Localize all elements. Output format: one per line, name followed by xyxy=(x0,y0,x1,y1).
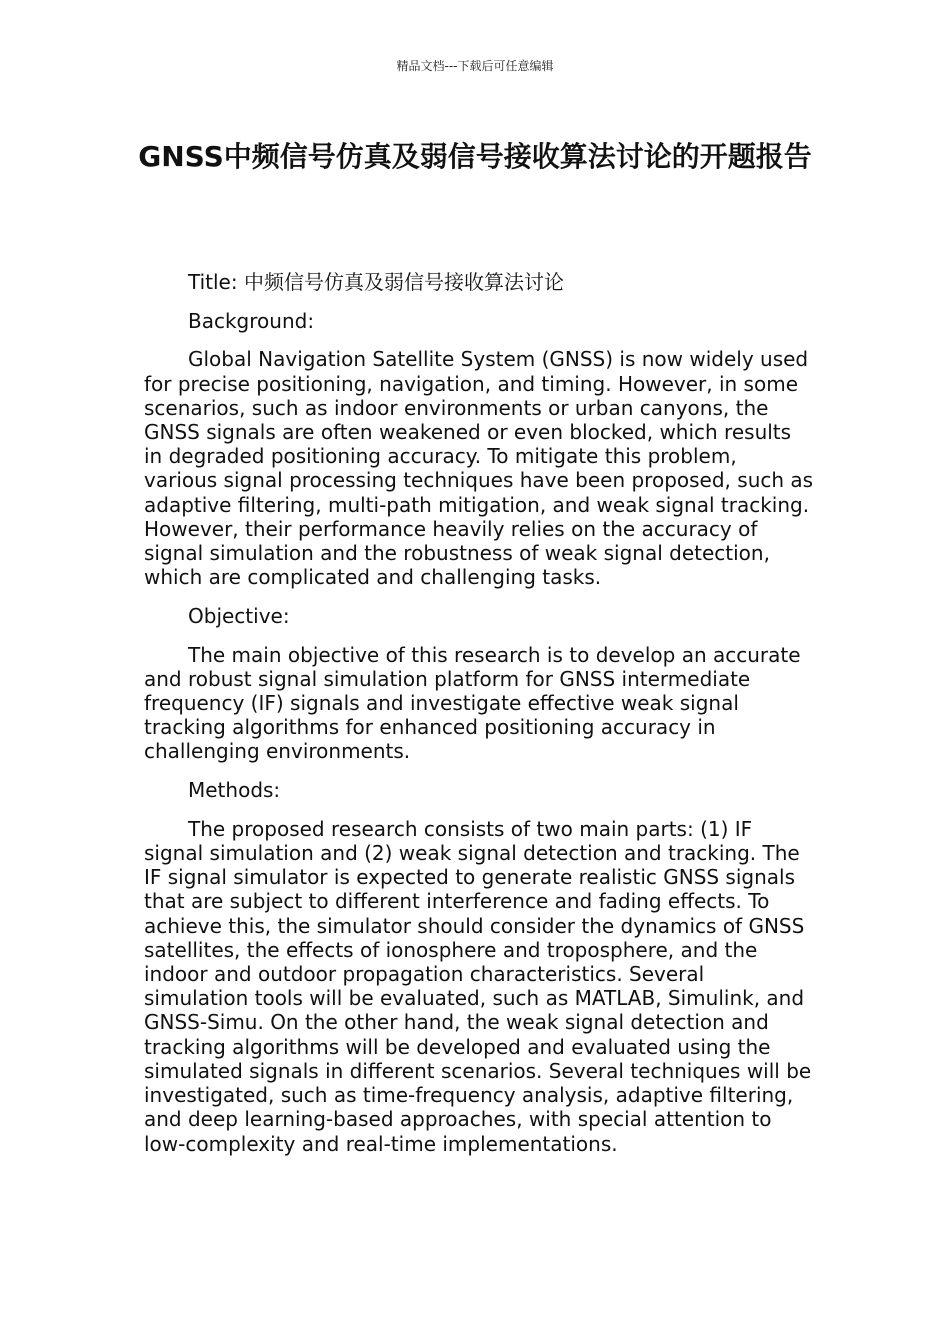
section-label-methods: Methods: xyxy=(188,778,281,803)
section-text-objective: The main objective of this research is to develop an accurate and robust signal simulation platform for GNSS intermediate frequency (IF) signals and investigate effective weak signal tracking algorithms for enhanced positioning accuracy in challenging environments. xyxy=(144,642,801,764)
title-line: Title: 中频信号仿真及弱信号接收算法讨论 xyxy=(188,270,564,294)
header-note: 精品文档---下载后可任意编辑 xyxy=(396,59,554,73)
document-title: GNSS中频信号仿真及弱信号接收算法讨论的开题报告 xyxy=(138,140,812,173)
section-label-background: Background: xyxy=(188,308,315,333)
document-body xyxy=(144,270,814,1170)
section-text-background: Global Navigation Satellite System (GNSS) is now widely used for precise positioning, navigation, and timing. However, in some scenarios, such as indoor environments or urban canyons, the GNSS signals are often weakened or even blocked, which results in degraded positioning accuracy. To mitigate this problem, various signal processing techniques have been proposed, such as adaptive filtering, multi-path mitigation, and weak signal tracking. However, their performance heavily relies on the accuracy of signal simulation and the robustness of weak signal detection, which are complicated and challenging tasks. xyxy=(144,347,814,590)
section-text-methods: The proposed research consists of two main parts: (1) IF signal simulation and (2) weak signal detection and tracking. The IF signal simulator is expected to generate realistic GNSS signals that are subject to different interference and fading effects. To achieve this, the simulator should consider the dynamics of GNSS satellites, the effects of ionosphere and troposphere, and the indoor and outdoor propagation characteristics. Several simulation tools will be evaluated, such as MATLAB, Simulink, and GNSS-Simu. On the other hand, the weak signal detection and tracking algorithms will be developed and evaluated using the simulated signals in different scenarios. Several techniques will be investigated, such as time-frequency analysis, adaptive filtering, and deep learning-based approaches, with special attention to low-complexity and real-time implementations. xyxy=(144,816,812,1156)
section-label-objective: Objective: xyxy=(188,603,290,628)
